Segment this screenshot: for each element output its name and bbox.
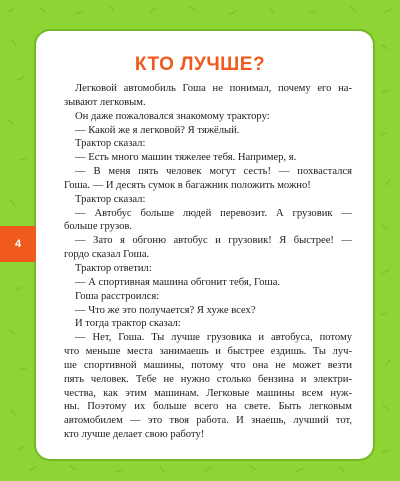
story-line: ны. Поэтому их больше всего на свете. Быть легковым bbox=[64, 401, 352, 413]
story-line: Он даже пожаловался знакомому трактору: bbox=[75, 110, 270, 122]
story-line: — Что же это получается? Я хуже всех? bbox=[75, 304, 256, 316]
story-line: чества, как этим машинам. Легковые машины всем нуж- bbox=[64, 387, 352, 399]
story-line: — Зато я обгоню автобус и грузовик! Я быстрее! — bbox=[75, 235, 352, 247]
story-line: — Есть много машин тяжелее тебя. Например, я. bbox=[75, 152, 297, 164]
story-line: пять человек. Тебе не нужно столько бензина и электри- bbox=[64, 373, 352, 385]
story-line: Гоша расстроился: bbox=[75, 290, 160, 302]
story-line: — Нет, Гоша. Ты лучше грузовика и автобуса, потому bbox=[75, 332, 352, 344]
story-line: кто лучше делает свою работу! bbox=[64, 429, 205, 441]
story-line: автомобилем — это твоя работа. И знаешь, лучший тот, bbox=[64, 415, 352, 427]
story-line: Трактор ответил: bbox=[75, 262, 152, 274]
story-line: что меньше места занимаешь и быстрее ездишь. Ты луч- bbox=[64, 346, 352, 358]
story-line: больше грузов. bbox=[64, 221, 133, 233]
page-number-tab bbox=[0, 226, 36, 262]
story-line: И тогда трактор сказал: bbox=[75, 318, 181, 330]
page-number: 4 bbox=[14, 238, 22, 250]
story-line: — Автобус больше людей перевозит. А грузовик — bbox=[75, 207, 352, 219]
story-line: гордо сказал Гоша. bbox=[64, 249, 150, 261]
story-line: Легковой автомобиль Гоша не понимал, почему его на- bbox=[75, 83, 352, 94]
story-line: — Какой же я легковой? Я тяжёлый. bbox=[75, 124, 240, 136]
page-title: КТО ЛУЧШЕ? bbox=[134, 54, 266, 75]
story-line: зывают легковым. bbox=[64, 96, 146, 108]
story-text bbox=[64, 82, 352, 442]
story-line: — В меня пять человек могут сесть! — похвастался bbox=[75, 166, 352, 178]
story-line: Трактор сказал: bbox=[75, 138, 146, 150]
story-line: Трактор сказал: bbox=[75, 193, 146, 205]
story-line: — А спортивная машина обгонит тебя, Гоша. bbox=[75, 276, 281, 288]
story-line: Гоша. — И десять сумок в багажник положить можно! bbox=[64, 179, 311, 191]
story-line: ше спортивной машины, потому что она не может везти bbox=[64, 359, 352, 371]
